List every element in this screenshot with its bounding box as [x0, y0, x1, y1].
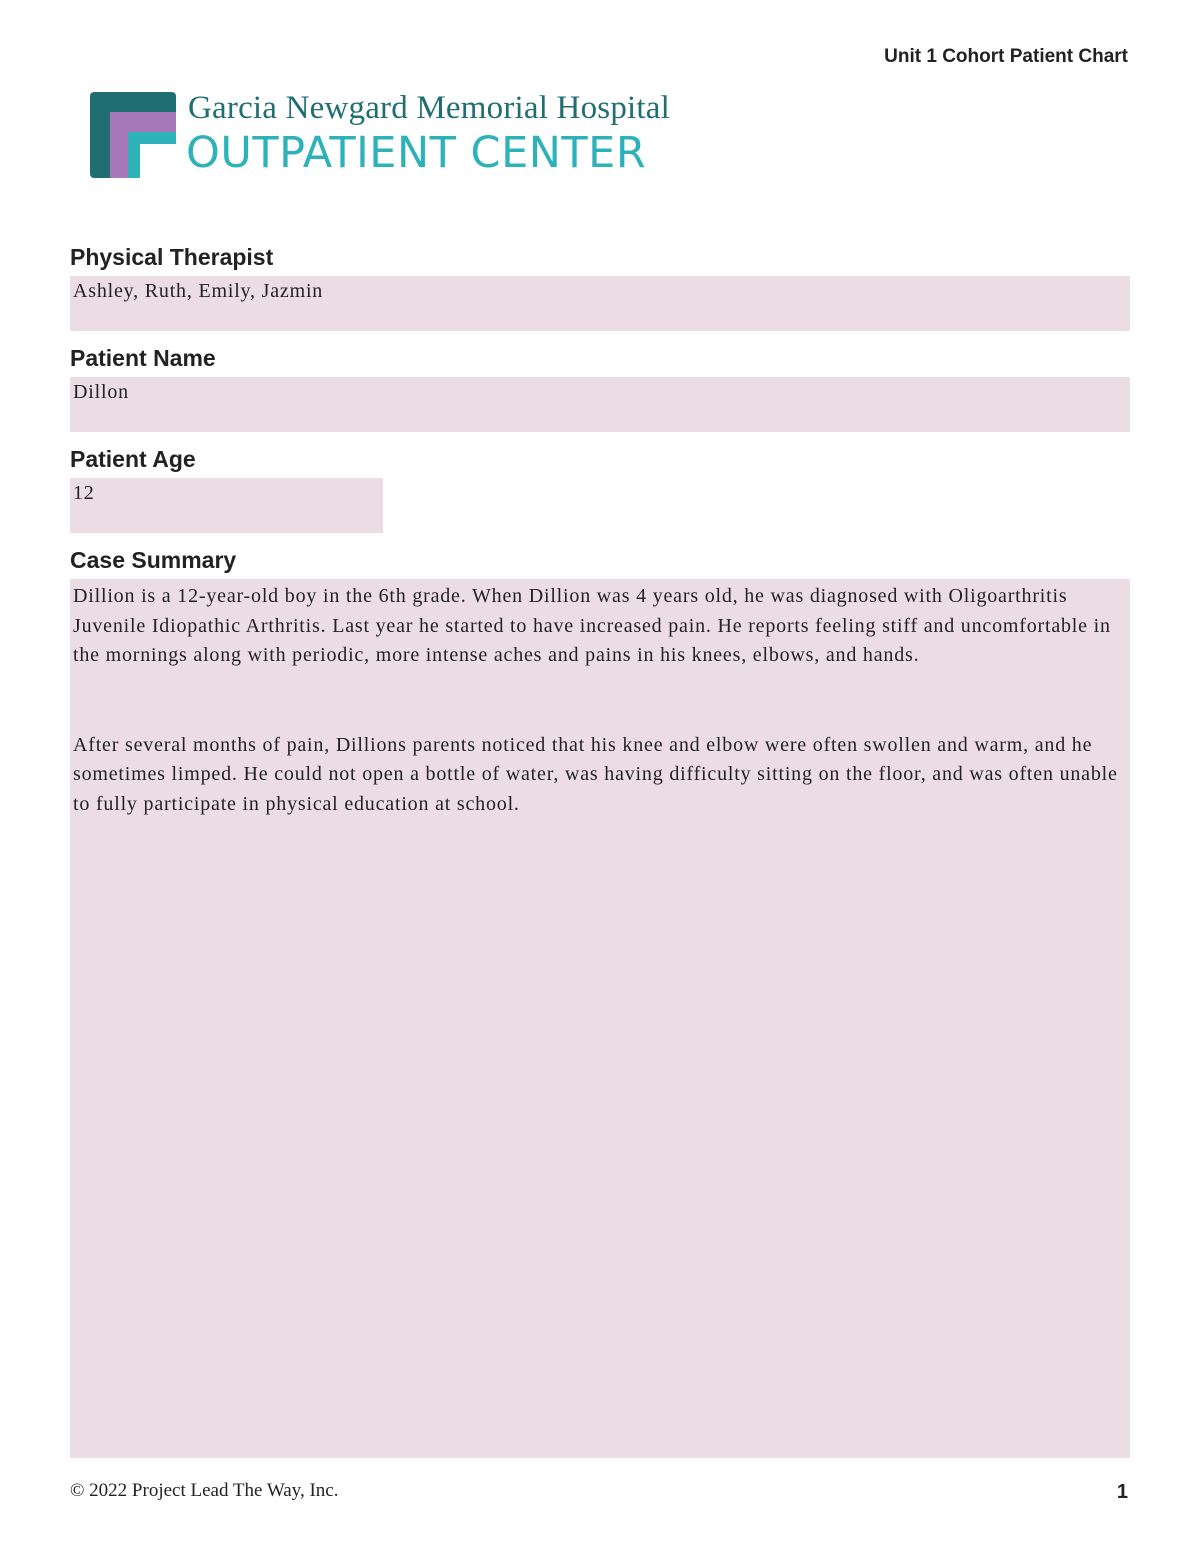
patient-name-field[interactable]: Dillon: [70, 377, 1130, 432]
case-summary-field[interactable]: [70, 579, 1130, 1458]
patient-age-label: Patient Age: [70, 446, 196, 472]
physical-therapist-label: Physical Therapist: [70, 244, 274, 270]
document-header-title: Unit 1 Cohort Patient Chart: [884, 46, 1128, 67]
hospital-logo: [90, 92, 690, 182]
hospital-name: Garcia Newgard Memorial Hospital: [188, 90, 670, 126]
case-summary-paragraph: Dillion is a 12-year-old boy in the 6th grade. When Dillion was 4 years old, he was diagnosed with Oligoarthritis Juvenile Idiopathic Arthritis. Last year he started to have increased pain. He reports feeling stiff and uncomfortable in the mornings along with periodic, more intense aches and pains in his knees, elbows, and hands.: [73, 585, 1111, 666]
case-summary-paragraph: After several months of pain, Dillions parents noticed that his knee and elbow were often swollen and warm, and he sometimes limped. He could not open a bottle of water, was having difficulty sitting on the floor, and was often unable to fully participate in physical education at school.: [73, 733, 1118, 815]
hospital-logo-icon: [90, 92, 176, 178]
patient-age-field[interactable]: 12: [70, 478, 383, 533]
copyright-notice: © 2022 Project Lead The Way, Inc.: [70, 1480, 339, 1501]
page-number: 1: [1116, 1481, 1128, 1503]
case-summary-label: Case Summary: [70, 547, 237, 573]
patient-name-label: Patient Name: [70, 345, 216, 371]
center-name: OUTPATIENT CENTER: [186, 128, 647, 178]
physical-therapist-field[interactable]: Ashley, Ruth, Emily, Jazmin: [70, 276, 1130, 331]
